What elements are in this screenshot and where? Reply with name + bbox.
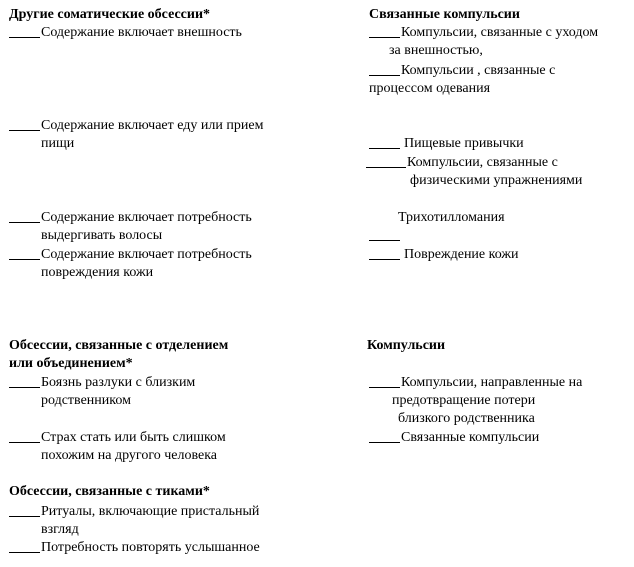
section-title-compulsions: Компульсии xyxy=(367,338,446,353)
item-skin-damage-line2: повреждения кожи xyxy=(41,265,154,280)
checkbox-blank-line[interactable] xyxy=(369,148,400,149)
item-similarity-fear-line1: Страх стать или быть слишком xyxy=(41,430,226,445)
item-dressing-line1: Компульсии , связанные с xyxy=(401,63,556,78)
checkbox-blank-line[interactable] xyxy=(9,387,40,388)
section-title-somatic-obsessions: Другие соматические обсессии* xyxy=(9,7,211,22)
item-trichotillomania: Трихотилломания xyxy=(398,210,505,225)
checkbox-blank-line[interactable] xyxy=(9,259,40,260)
checkbox-blank-line[interactable] xyxy=(9,442,40,443)
item-food-line1: Содержание включает еду или прием xyxy=(41,118,264,133)
item-skin-picking: Повреждение кожи xyxy=(404,247,519,262)
checkbox-blank-line[interactable] xyxy=(9,516,40,517)
item-related-compulsions: Связанные компульсии xyxy=(401,430,540,445)
checkbox-blank-line[interactable] xyxy=(369,75,400,76)
checkbox-blank-line[interactable] xyxy=(9,37,40,38)
section-title-separation-line2: или объединением* xyxy=(9,356,133,371)
section-title-related-compulsions: Связанные компульсии xyxy=(369,7,520,22)
item-dressing-line2: процессом одевания xyxy=(369,81,491,96)
item-exercise-line2: физическими упражнениями xyxy=(410,173,583,188)
checkbox-blank-line[interactable] xyxy=(369,387,400,388)
item-hair-pulling-line1: Содержание включает потребность xyxy=(41,210,252,225)
item-repeat-heard: Потребность повторять услышанное xyxy=(41,540,260,555)
checkbox-blank-line[interactable] xyxy=(9,130,40,131)
item-food-line2: пищи xyxy=(41,136,75,151)
checkbox-blank-line[interactable] xyxy=(366,167,406,168)
item-prevent-loss-line1: Компульсии, направленные на xyxy=(401,375,583,390)
item-appearance: Содержание включает внешность xyxy=(41,25,242,40)
item-grooming-line2: за внешностью, xyxy=(389,43,483,58)
item-separation-fear-line2: родственником xyxy=(41,393,131,408)
section-title-tic-obsessions: Обсессии, связанные с тиками* xyxy=(9,484,210,499)
checkbox-blank-line[interactable] xyxy=(369,37,400,38)
item-staring-rituals-line1: Ритуалы, включающие пристальный xyxy=(41,504,260,519)
item-prevent-loss-line3: близкого родственника xyxy=(398,411,535,426)
checkbox-blank-line[interactable] xyxy=(9,222,40,223)
item-separation-fear-line1: Боязнь разлуки с близким xyxy=(41,375,196,390)
checkbox-blank-line[interactable] xyxy=(369,442,400,443)
item-similarity-fear-line2: похожим на другого человека xyxy=(41,448,218,463)
item-exercise-line1: Компульсии, связанные с xyxy=(407,155,558,170)
section-title-separation-line1: Обсессии, связанные с отделением xyxy=(9,338,229,353)
item-grooming-line1: Компульсии, связанные с уходом xyxy=(401,25,599,40)
checkbox-blank-line[interactable] xyxy=(369,240,400,241)
item-hair-pulling-line2: выдергивать волосы xyxy=(41,228,163,243)
checkbox-blank-line[interactable] xyxy=(369,259,400,260)
checkbox-blank-line[interactable] xyxy=(9,552,40,553)
item-eating-habits: Пищевые привычки xyxy=(404,136,524,151)
item-prevent-loss-line2: предотвращение потери xyxy=(392,393,536,408)
item-skin-damage-line1: Содержание включает потребность xyxy=(41,247,252,262)
item-staring-rituals-line2: взгляд xyxy=(41,522,79,537)
